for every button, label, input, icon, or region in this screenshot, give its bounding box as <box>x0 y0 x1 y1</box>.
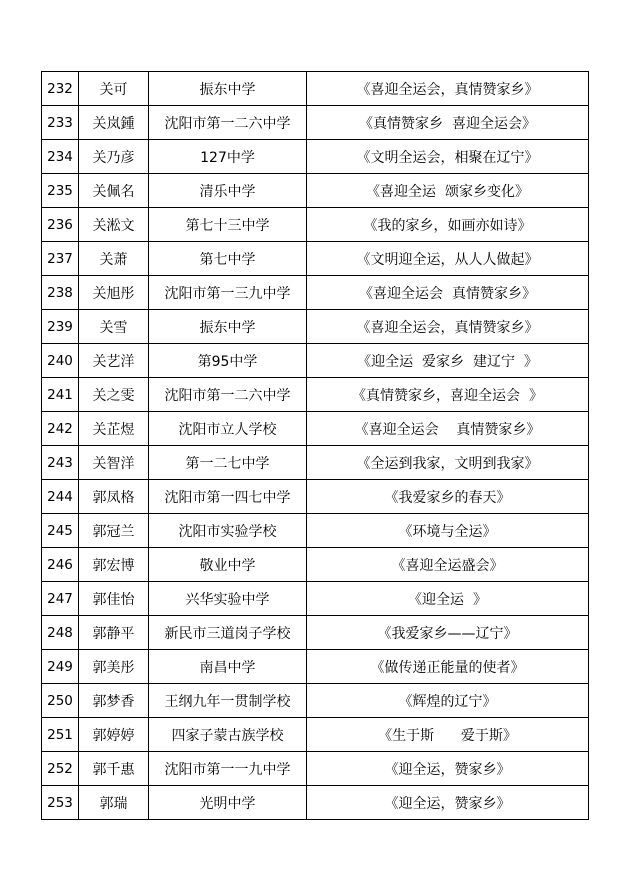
table-row <box>42 72 589 106</box>
row-number-cell: 244 <box>42 480 79 514</box>
table-row <box>42 650 589 684</box>
student-name-cell: 郭冠兰 <box>79 514 149 548</box>
table-row <box>42 514 589 548</box>
school-name-cell: 沈阳市第一三九中学 <box>149 276 307 310</box>
school-name-cell: 光明中学 <box>149 786 307 820</box>
table-row <box>42 446 589 480</box>
row-number-cell: 250 <box>42 684 79 718</box>
table-row <box>42 208 589 242</box>
table-row <box>42 378 589 412</box>
row-number-cell: 242 <box>42 412 79 446</box>
work-title-cell: 《迎全运 》 <box>307 582 589 616</box>
row-number-cell: 238 <box>42 276 79 310</box>
school-name-cell: 四家子蒙古族学校 <box>149 718 307 752</box>
table-row <box>42 582 589 616</box>
work-title-cell: 《迎全运，赞家乡》 <box>307 752 589 786</box>
row-number-cell: 249 <box>42 650 79 684</box>
student-name-cell: 郭静平 <box>79 616 149 650</box>
row-number-cell: 239 <box>42 310 79 344</box>
work-title-cell: 《全运到我家，文明到我家》 <box>307 446 589 480</box>
student-name-cell: 关淞文 <box>79 208 149 242</box>
student-name-cell: 关芷煜 <box>79 412 149 446</box>
table-row <box>42 786 589 820</box>
row-number-cell: 237 <box>42 242 79 276</box>
student-name-cell: 郭梦香 <box>79 684 149 718</box>
school-name-cell: 振东中学 <box>149 310 307 344</box>
student-name-cell: 郭瑞 <box>79 786 149 820</box>
school-name-cell: 沈阳市第一一九中学 <box>149 752 307 786</box>
work-title-cell: 《我爱家乡的春天》 <box>307 480 589 514</box>
table-row <box>42 310 589 344</box>
row-number-cell: 235 <box>42 174 79 208</box>
student-name-cell: 关乃彦 <box>79 140 149 174</box>
school-name-cell: 沈阳市第一二六中学 <box>149 378 307 412</box>
school-name-cell: 沈阳市第一四七中学 <box>149 480 307 514</box>
work-title-cell: 《我的家乡，如画亦如诗》 <box>307 208 589 242</box>
row-number-cell: 232 <box>42 72 79 106</box>
work-title-cell: 《迎全运，赞家乡》 <box>307 786 589 820</box>
school-name-cell: 清乐中学 <box>149 174 307 208</box>
school-name-cell: 敬业中学 <box>149 548 307 582</box>
student-name-cell: 郭佳怡 <box>79 582 149 616</box>
student-name-cell: 关之雯 <box>79 378 149 412</box>
work-title-cell: 《我爱家乡——辽宁》 <box>307 616 589 650</box>
row-number-cell: 233 <box>42 106 79 140</box>
table-row <box>42 242 589 276</box>
student-name-cell: 郭婷婷 <box>79 718 149 752</box>
row-number-cell: 251 <box>42 718 79 752</box>
work-title-cell: 《喜迎全运会 真情赞家乡》 <box>307 276 589 310</box>
table-row <box>42 276 589 310</box>
work-title-cell: 《辉煌的辽宁》 <box>307 684 589 718</box>
school-name-cell: 振东中学 <box>149 72 307 106</box>
table-row <box>42 140 589 174</box>
table-row <box>42 412 589 446</box>
school-name-cell: 新民市三道岗子学校 <box>149 616 307 650</box>
work-title-cell: 《环境与全运》 <box>307 514 589 548</box>
table-row <box>42 344 589 378</box>
row-number-cell: 240 <box>42 344 79 378</box>
student-name-cell: 关佩名 <box>79 174 149 208</box>
school-name-cell: 南昌中学 <box>149 650 307 684</box>
work-title-cell: 《真情赞家乡，喜迎全运会 》 <box>307 378 589 412</box>
table-row <box>42 548 589 582</box>
table-row <box>42 174 589 208</box>
row-number-cell: 248 <box>42 616 79 650</box>
row-number-cell: 253 <box>42 786 79 820</box>
award-table-body <box>42 72 589 820</box>
school-name-cell: 第95中学 <box>149 344 307 378</box>
work-title-cell: 《喜迎全运盛会》 <box>307 548 589 582</box>
work-title-cell: 《文明全运会，相聚在辽宁》 <box>307 140 589 174</box>
student-name-cell: 郭美彤 <box>79 650 149 684</box>
row-number-cell: 245 <box>42 514 79 548</box>
school-name-cell: 第七十三中学 <box>149 208 307 242</box>
work-title-cell: 《喜迎全运会，真情赞家乡》 <box>307 310 589 344</box>
student-name-cell: 关岚鍾 <box>79 106 149 140</box>
work-title-cell: 《文明迎全运，从人人做起》 <box>307 242 589 276</box>
row-number-cell: 234 <box>42 140 79 174</box>
student-name-cell: 郭凤格 <box>79 480 149 514</box>
work-title-cell: 《迎全运 爱家乡 建辽宁 》 <box>307 344 589 378</box>
award-table <box>41 71 589 820</box>
school-name-cell: 兴华实验中学 <box>149 582 307 616</box>
student-name-cell: 关旭彤 <box>79 276 149 310</box>
row-number-cell: 247 <box>42 582 79 616</box>
work-title-cell: 《喜迎全运 颂家乡变化》 <box>307 174 589 208</box>
student-name-cell: 郭千惠 <box>79 752 149 786</box>
table-row <box>42 752 589 786</box>
row-number-cell: 241 <box>42 378 79 412</box>
work-title-cell: 《生于斯 爱于斯》 <box>307 718 589 752</box>
work-title-cell: 《做传递正能量的使者》 <box>307 650 589 684</box>
student-name-cell: 关艺洋 <box>79 344 149 378</box>
student-name-cell: 关雪 <box>79 310 149 344</box>
school-name-cell: 沈阳市立人学校 <box>149 412 307 446</box>
student-name-cell: 关智洋 <box>79 446 149 480</box>
student-name-cell: 关萧 <box>79 242 149 276</box>
row-number-cell: 236 <box>42 208 79 242</box>
work-title-cell: 《喜迎全运会，真情赞家乡》 <box>307 72 589 106</box>
row-number-cell: 246 <box>42 548 79 582</box>
row-number-cell: 243 <box>42 446 79 480</box>
school-name-cell: 沈阳市实验学校 <box>149 514 307 548</box>
table-row <box>42 684 589 718</box>
student-name-cell: 郭宏博 <box>79 548 149 582</box>
work-title-cell: 《真情赞家乡 喜迎全运会》 <box>307 106 589 140</box>
school-name-cell: 第一二七中学 <box>149 446 307 480</box>
table-row <box>42 480 589 514</box>
school-name-cell: 沈阳市第一二六中学 <box>149 106 307 140</box>
work-title-cell: 《喜迎全运会 真情赞家乡》 <box>307 412 589 446</box>
table-row <box>42 106 589 140</box>
row-number-cell: 252 <box>42 752 79 786</box>
school-name-cell: 王纲九年一贯制学校 <box>149 684 307 718</box>
table-row <box>42 718 589 752</box>
table-row <box>42 616 589 650</box>
school-name-cell: 第七中学 <box>149 242 307 276</box>
school-name-cell: 127中学 <box>149 140 307 174</box>
student-name-cell: 关可 <box>79 72 149 106</box>
